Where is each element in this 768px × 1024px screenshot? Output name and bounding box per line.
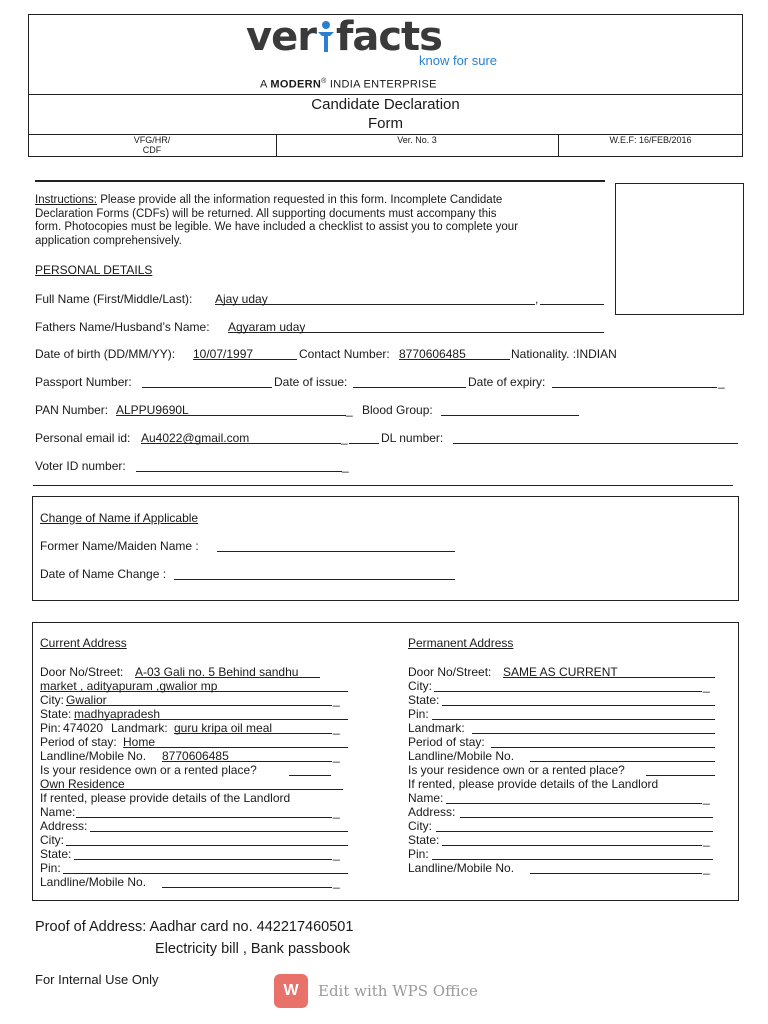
current-city-label: City: xyxy=(40,693,64,707)
voter-id-tail: _ xyxy=(342,459,349,473)
current-own-field[interactable] xyxy=(289,775,331,776)
current-landlord-name-field[interactable] xyxy=(76,817,332,818)
instructions-line-4: application comprehensively. xyxy=(35,234,182,247)
form-title-line-1: Candidate Declaration xyxy=(311,96,460,113)
email-extra-field[interactable] xyxy=(349,443,379,444)
current-state-label: State: xyxy=(40,707,72,721)
nationality-label: Nationality. :INDIAN xyxy=(511,347,617,361)
permanent-landlord-city-field[interactable] xyxy=(436,831,713,832)
permanent-pin-field[interactable] xyxy=(432,719,715,720)
dl-number-label: DL number: xyxy=(381,431,444,445)
permanent-rented-label: If rented, please provide details of the Landlord xyxy=(408,777,659,791)
permanent-address-heading: Permanent Address xyxy=(408,636,514,650)
enterprise-brand: MODERN xyxy=(270,78,322,91)
permanent-landlord-phone-label: Landline/Mobile No. xyxy=(408,861,515,875)
current-landlord-pin-label: Pin: xyxy=(40,861,61,875)
internal-use-label: For Internal Use Only xyxy=(35,972,159,987)
permanent-landlord-phone-tail: _ xyxy=(703,861,710,875)
current-period-field[interactable] xyxy=(123,747,348,748)
former-name-field[interactable] xyxy=(217,551,455,552)
name-change-date-label: Date of Name Change : xyxy=(40,567,167,581)
voter-id-field[interactable] xyxy=(136,471,342,472)
pan-tail: _ xyxy=(346,403,353,417)
current-landlord-state-tail: _ xyxy=(333,847,340,861)
current-landlord-city-label: City: xyxy=(40,833,64,847)
passport-label: Passport Number: xyxy=(35,375,132,389)
permanent-pin-label: Pin: xyxy=(408,707,429,721)
permanent-state-field[interactable] xyxy=(442,705,715,706)
permanent-door-value[interactable]: SAME AS CURRENT xyxy=(503,665,618,679)
current-city-value[interactable]: Gwalior xyxy=(66,693,107,707)
current-address-heading: Current Address xyxy=(40,636,127,650)
current-door-value[interactable]: A-03 Gali no. 5 Behind sandhu xyxy=(135,665,299,679)
enterprise-suffix: INDIA ENTERPRISE xyxy=(329,78,437,91)
version-number: Ver. No. 3 xyxy=(397,135,437,145)
current-pin-value[interactable]: 474020 xyxy=(63,721,104,735)
company-logo xyxy=(246,14,442,60)
permanent-landlord-pin-label: Pin: xyxy=(408,847,429,861)
wps-watermark[interactable] xyxy=(274,974,478,1008)
personal-details-heading: PERSONAL DETAILS xyxy=(35,263,153,277)
proof-of-address-line-1: Proof of Address: Aadhar card no. 442217460501 xyxy=(35,919,354,935)
full-name-label: Full Name (First/Middle/Last): xyxy=(35,292,193,306)
current-phone-value[interactable]: 8770606485 xyxy=(162,749,229,763)
permanent-door-label: Door No/Street: xyxy=(408,665,492,679)
dob-label: Date of birth (DD/MM/YY): xyxy=(35,347,176,361)
permanent-city-field[interactable] xyxy=(434,691,702,692)
person-icon xyxy=(317,16,335,54)
current-own-label: Is your residence own or a rented place? xyxy=(40,763,257,777)
logo-tagline: know for sure xyxy=(419,53,498,68)
personal-bottom-rule xyxy=(33,485,733,486)
current-landlord-address-label: Address: xyxy=(40,819,88,833)
current-landlord-phone-label: Landline/Mobile No. xyxy=(40,875,147,889)
current-landlord-phone-field[interactable] xyxy=(162,887,332,888)
expiry-date-field[interactable] xyxy=(552,387,717,388)
current-landlord-name-label: Name: xyxy=(40,805,76,819)
current-landlord-city-field[interactable] xyxy=(66,845,348,846)
permanent-landlord-state-tail: _ xyxy=(703,833,710,847)
current-landlord-pin-field[interactable] xyxy=(63,873,348,874)
email-label: Personal email id: xyxy=(35,431,131,445)
permanent-landlord-name-label: Name: xyxy=(408,791,444,805)
expiry-date-tail: _ xyxy=(718,375,725,389)
permanent-city-label: City: xyxy=(408,679,432,693)
name-change-heading: Change of Name if Applicable xyxy=(40,511,199,525)
doc-code-line-1: VFG/HR/ xyxy=(133,135,171,145)
doc-code-line-2: CDF xyxy=(142,145,162,155)
permanent-own-field[interactable] xyxy=(646,775,715,776)
current-landlord-phone-tail: _ xyxy=(333,875,340,889)
effective-date: W.E.F: 16/FEB/2016 xyxy=(609,135,692,145)
father-name-value[interactable]: Agyaram uday xyxy=(228,320,306,334)
name-change-date-field[interactable] xyxy=(174,579,455,580)
current-door-value-2[interactable]: market , adityapuram ,gwalior mp xyxy=(40,679,218,693)
logo-text-left: ver xyxy=(246,14,316,60)
permanent-phone-label: Landline/Mobile No. xyxy=(408,749,515,763)
current-landlord-name-tail: _ xyxy=(333,805,340,819)
instructions-top-rule xyxy=(35,180,605,182)
permanent-landlord-pin-field[interactable] xyxy=(432,859,713,860)
enterprise-line xyxy=(260,78,437,91)
full-name-value[interactable]: Ajay uday xyxy=(215,292,268,306)
passport-field[interactable] xyxy=(142,387,272,388)
blood-group-field[interactable] xyxy=(441,415,579,416)
current-state-value[interactable]: madhyapradesh xyxy=(74,707,161,721)
dl-number-field[interactable] xyxy=(453,443,738,444)
permanent-landlord-name-tail: _ xyxy=(703,791,710,805)
current-period-value[interactable]: Home xyxy=(123,735,156,749)
permanent-state-label: State: xyxy=(408,693,440,707)
pan-value[interactable]: ALPPU9690L xyxy=(116,403,189,417)
current-pin-label: Pin: xyxy=(40,721,61,735)
doc-code xyxy=(28,135,276,155)
permanent-landlord-state-field[interactable] xyxy=(442,845,702,846)
permanent-landlord-name-field[interactable] xyxy=(446,803,702,804)
proof-of-address-line-2: Electricity bill , Bank passbook xyxy=(155,941,351,957)
current-landmark-tail: _ xyxy=(333,721,340,735)
current-phone-tail: _ xyxy=(333,749,340,763)
issue-date-label: Date of issue: xyxy=(274,375,348,389)
photo-box[interactable] xyxy=(615,183,744,315)
permanent-period-label: Period of stay: xyxy=(408,735,485,749)
permanent-landmark-field[interactable] xyxy=(472,733,715,734)
current-phone-label: Landline/Mobile No. xyxy=(40,749,147,763)
permanent-landlord-address-label: Address: xyxy=(408,805,456,819)
logo-text-right: facts xyxy=(335,14,442,60)
instructions-line-1: Please provide all the information requested in this form. Incomplete Candidate xyxy=(97,194,503,206)
former-name-label: Former Name/Maiden Name : xyxy=(40,539,199,553)
father-name-label: Fathers Name/Husband’s Name: xyxy=(35,320,210,334)
current-rented-label: If rented, please provide details of the Landlord xyxy=(40,791,291,805)
permanent-landmark-label: Landmark: xyxy=(408,721,465,735)
blood-group-label: Blood Group: xyxy=(362,403,433,417)
current-landlord-address-field[interactable] xyxy=(90,831,348,832)
permanent-landlord-state-label: State: xyxy=(408,833,440,847)
permanent-period-field[interactable] xyxy=(491,747,715,748)
permanent-phone-field[interactable] xyxy=(530,761,715,762)
issue-date-field[interactable] xyxy=(353,387,466,388)
header-divider-1 xyxy=(28,94,743,95)
full-name-comma: , xyxy=(535,292,539,306)
enterprise-prefix: A xyxy=(260,78,268,91)
permanent-landlord-phone-field[interactable] xyxy=(530,873,702,874)
instructions-line-3: form. Photocopies must be legible. We have included a checklist to assist you to complete your xyxy=(35,221,519,233)
contact-label: Contact Number: xyxy=(299,347,390,361)
permanent-own-label: Is your residence own or a rented place? xyxy=(408,763,625,777)
current-landlord-state-label: State: xyxy=(40,847,72,861)
pan-label: PAN Number: xyxy=(35,403,109,417)
full-name-extra-field[interactable] xyxy=(540,304,604,305)
current-landmark-value[interactable]: guru kripa oil meal xyxy=(174,721,273,735)
registered-mark: ® xyxy=(321,78,327,85)
current-landlord-state-field[interactable] xyxy=(74,859,332,860)
permanent-landlord-city-label: City: xyxy=(408,819,432,833)
instructions-label: Instructions: xyxy=(35,194,97,206)
wps-logo-icon: W xyxy=(274,974,308,1008)
current-own-value[interactable]: Own Residence xyxy=(40,777,125,791)
voter-id-label: Voter ID number: xyxy=(35,459,126,473)
permanent-city-tail: _ xyxy=(703,679,710,693)
email-tail: _ xyxy=(341,431,348,445)
current-period-label: Period of stay: xyxy=(40,735,117,749)
expiry-date-label: Date of expiry: xyxy=(468,375,546,389)
contact-value[interactable]: 8770606485 xyxy=(399,347,466,361)
instructions-line-2: Declaration Forms (CDFs) will be returned. All supporting documents must accompany this xyxy=(35,207,497,220)
current-landmark-label: Landmark: xyxy=(111,721,168,735)
current-door-label: Door No/Street: xyxy=(40,665,124,679)
dob-value[interactable]: 10/07/1997 xyxy=(193,347,254,361)
instructions-text xyxy=(35,194,603,248)
email-value[interactable]: Au4022@gmail.com xyxy=(141,431,250,445)
permanent-landlord-address-field[interactable] xyxy=(460,817,713,818)
wps-watermark-text: Edit with WPS Office xyxy=(318,982,478,1000)
form-title-line-2: Form xyxy=(368,115,403,132)
current-city-tail: _ xyxy=(333,693,340,707)
